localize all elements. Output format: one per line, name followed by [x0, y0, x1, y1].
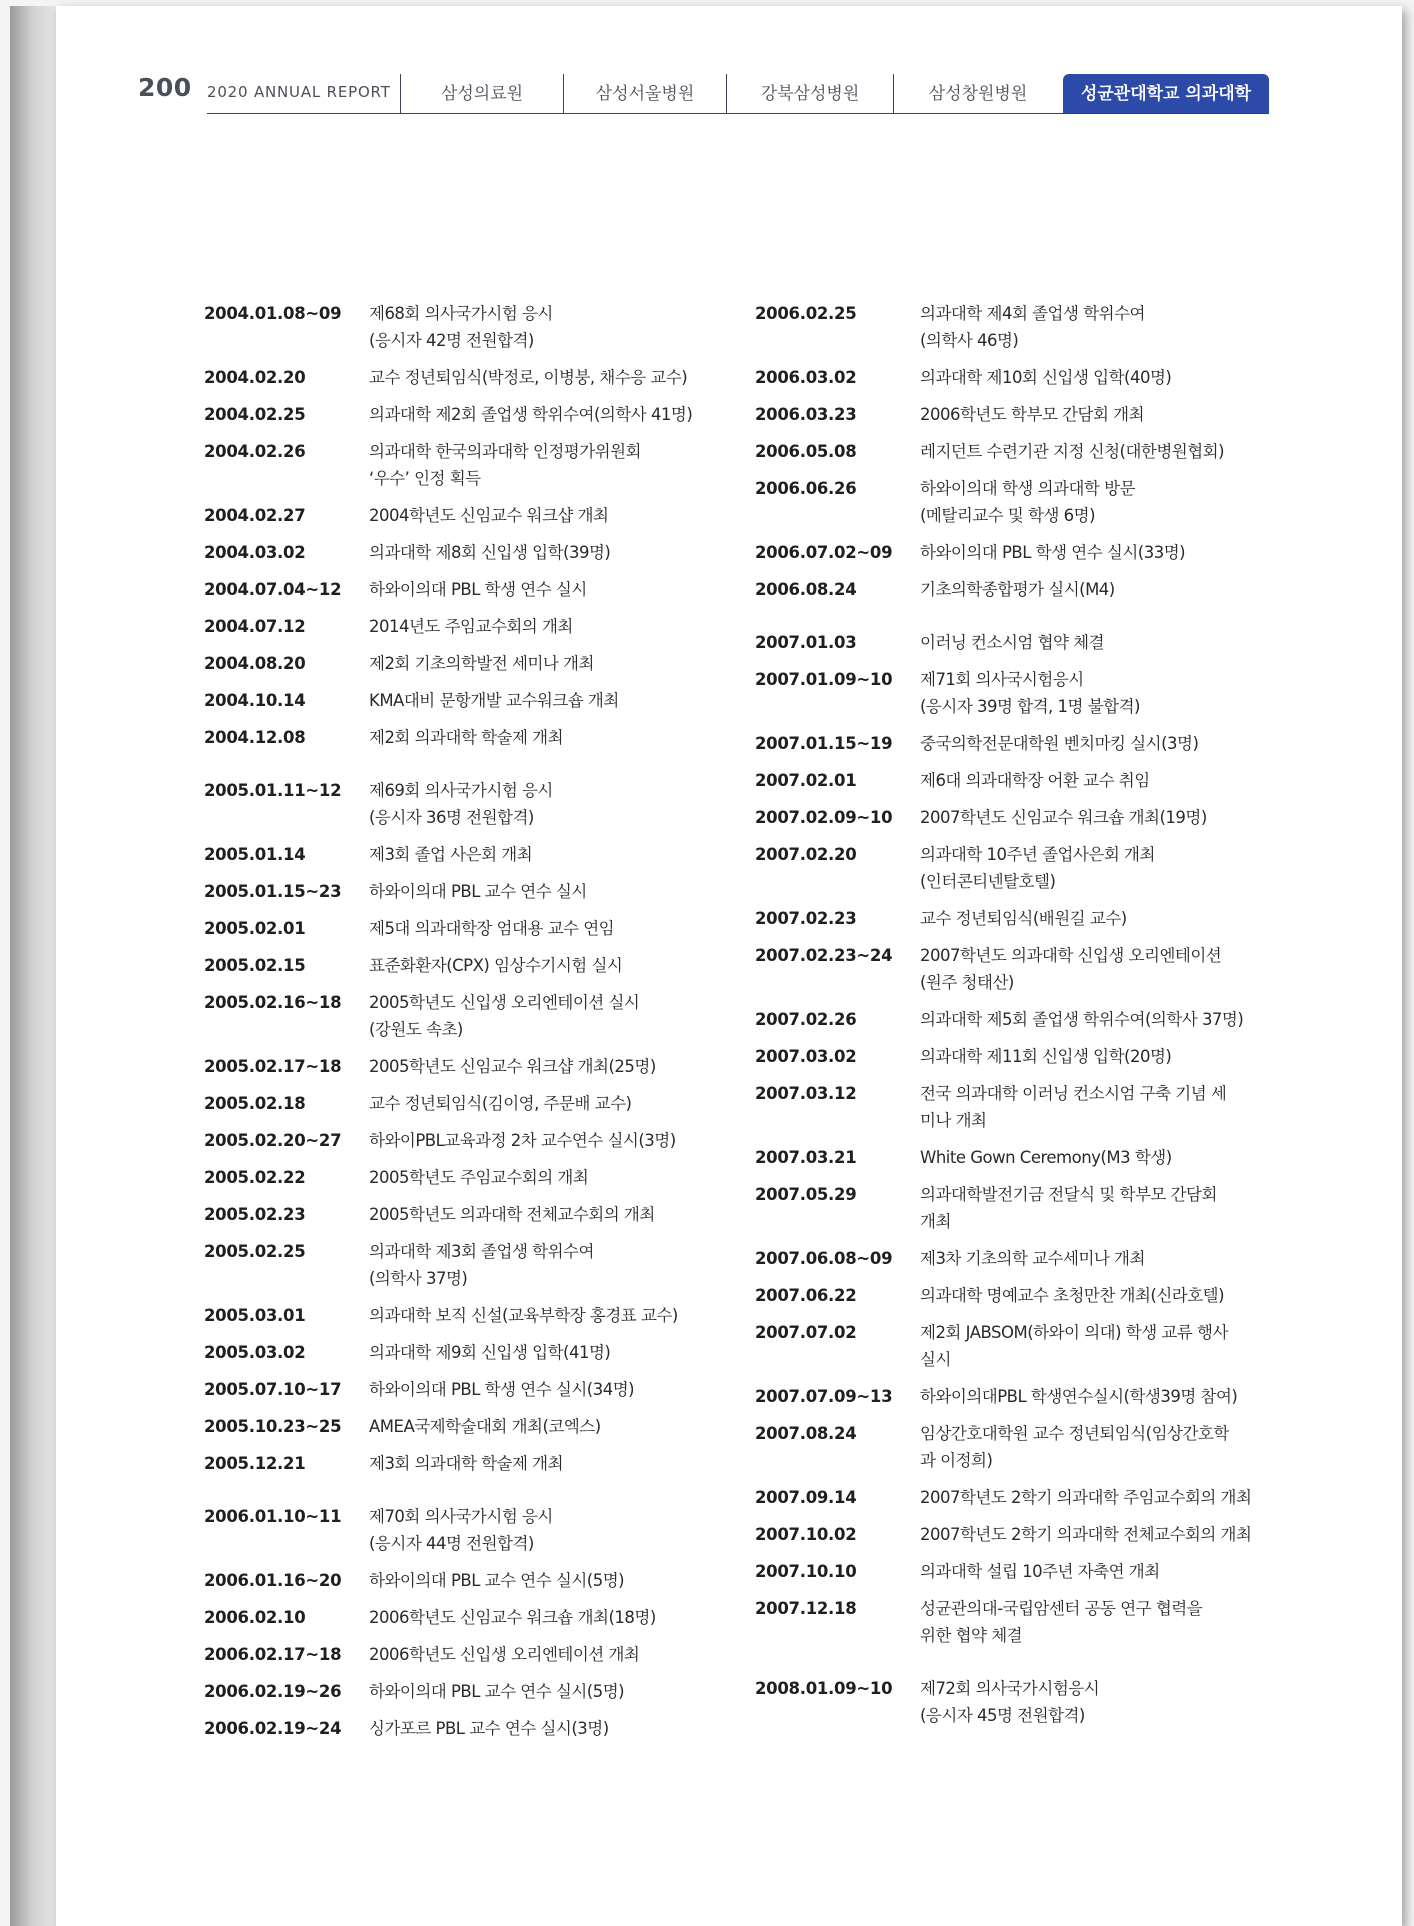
entry-date: 2004.02.27 — [204, 506, 306, 525]
entry-date: 2007.10.02 — [755, 1525, 857, 1544]
entry-date: 2004.01.08~09 — [204, 304, 342, 323]
entry-event: 2014년도 주임교수회의 개최 — [369, 617, 573, 636]
entry-date: 2004.07.12 — [204, 617, 306, 636]
entry-event: 2005학년도 주임교수회의 개최 — [369, 1168, 589, 1187]
entry-event: 2007학년도 2학기 의과대학 전체교수회의 개최 — [920, 1525, 1252, 1544]
timeline-entry — [204, 1567, 744, 1594]
entry-date: 2004.02.26 — [204, 442, 306, 461]
entry-date: 2005.02.16~18 — [204, 993, 342, 1012]
entry-event: 하와이PBL교육과정 2차 교수연수 실시(3명) — [369, 1131, 676, 1150]
timeline-entry — [755, 438, 1295, 465]
book-spine-edge — [10, 6, 58, 1926]
entry-date: 2006.03.23 — [755, 405, 857, 424]
entry-date: 2007.01.15~19 — [755, 734, 893, 753]
entry-event: 교수 정년퇴임식(박정로, 이병붕, 채수응 교수) — [369, 368, 688, 387]
entry-event: 하와이의대PBL 학생연수실시(학생39명 참여) — [920, 1387, 1238, 1406]
timeline-entry — [204, 1413, 744, 1440]
timeline-entry — [755, 401, 1295, 428]
entry-date: 2006.08.24 — [755, 580, 857, 599]
entry-date: 2005.12.21 — [204, 1454, 306, 1473]
entry-event: 제2회 기초의학발전 세미나 개최 — [369, 654, 594, 673]
timeline-entry — [204, 539, 744, 566]
entry-event: 제2회 의과대학 학술제 개최 — [369, 728, 564, 747]
entry-event: 성균관의대-국립암센터 공동 연구 협력을 위한 협약 체결 — [920, 1599, 1203, 1645]
entry-event: 2004학년도 신임교수 워크샵 개최 — [369, 506, 609, 525]
entry-event: 2005학년도 신임교수 워크샵 개최(25명) — [369, 1057, 656, 1076]
entry-event: 의과대학 제3회 졸업생 학위수여 (의학사 37명) — [369, 1242, 594, 1288]
entry-date: 2007.08.24 — [755, 1424, 857, 1443]
entry-date: 2006.01.10~11 — [204, 1507, 342, 1526]
entry-date: 2007.07.02 — [755, 1323, 857, 1342]
timeline-entry — [755, 1521, 1295, 1548]
entry-date: 2006.06.26 — [755, 479, 857, 498]
entry-date: 2005.01.15~23 — [204, 882, 342, 901]
timeline-entry — [755, 1675, 1295, 1729]
entry-event: 제2회 JABSOM(하와이 의대) 학생 교류 행사 실시 — [920, 1323, 1228, 1369]
entry-date: 2007.02.09~10 — [755, 808, 893, 827]
timeline-entry — [204, 952, 744, 979]
entry-date: 2007.02.23 — [755, 909, 857, 928]
timeline-entry — [755, 1245, 1295, 1272]
timeline-entry — [204, 613, 744, 640]
entry-event: 의과대학 제2회 졸업생 학위수여(의학사 41명) — [369, 405, 693, 424]
entry-event: 제6대 의과대학장 어환 교수 취임 — [920, 771, 1150, 790]
entry-event: 2006학년도 학부모 간담회 개최 — [920, 405, 1145, 424]
entry-date: 2006.07.02~09 — [755, 543, 893, 562]
entry-event: 2006학년도 신입생 오리엔테이션 개최 — [369, 1645, 640, 1664]
entry-event: 제3차 기초의학 교수세미나 개최 — [920, 1249, 1145, 1268]
entry-event: 의과대학 제5회 졸업생 학위수여(의학사 37명) — [920, 1010, 1244, 1029]
entry-event: 제3회 졸업 사은회 개최 — [369, 845, 533, 864]
timeline-entry — [755, 1383, 1295, 1410]
timeline-entry — [755, 905, 1295, 932]
entry-date: 2005.02.22 — [204, 1168, 306, 1187]
timeline-entry — [755, 1484, 1295, 1511]
entry-date: 2007.01.03 — [755, 633, 857, 652]
timeline-entry — [755, 1420, 1295, 1474]
timeline-entry — [204, 401, 744, 428]
timeline-entry — [755, 1282, 1295, 1309]
entry-date: 2004.10.14 — [204, 691, 306, 710]
timeline-entry — [755, 576, 1295, 603]
entry-event: 전국 의과대학 이러닝 컨소시엄 구축 기념 세 미나 개최 — [920, 1084, 1227, 1130]
timeline-entry — [204, 650, 744, 677]
entry-date: 2005.01.11~12 — [204, 781, 342, 800]
timeline-entry — [204, 687, 744, 714]
entry-event: 2007학년도 신임교수 워크숍 개최(19명) — [920, 808, 1207, 827]
timeline-entry — [204, 1678, 744, 1705]
entry-date: 2005.03.01 — [204, 1306, 306, 1325]
entry-date: 2005.02.25 — [204, 1242, 306, 1261]
timeline-entry — [204, 502, 744, 529]
entry-event: AMEA국제학술대회 개최(코엑스) — [369, 1417, 601, 1436]
entry-event: 표준화환자(CPX) 임상수기시험 실시 — [369, 956, 623, 975]
timeline-entry — [755, 1319, 1295, 1373]
entry-event: 의과대학 설립 10주년 자축연 개최 — [920, 1562, 1160, 1581]
entry-date: 2004.03.02 — [204, 543, 306, 562]
entry-date: 2004.08.20 — [204, 654, 306, 673]
entry-event: 의과대학 한국의과대학 인정평가위원회 ‘우수’ 인정 획득 — [369, 442, 641, 488]
entry-date: 2006.05.08 — [755, 442, 857, 461]
timeline-entry — [755, 1144, 1295, 1171]
timeline-entry — [204, 1201, 744, 1228]
timeline-entry — [755, 1043, 1295, 1070]
entry-event: 하와이의대 PBL 교수 연수 실시(5명) — [369, 1571, 625, 1590]
entry-event: 하와이의대 PBL 학생 연수 실시(33명) — [920, 543, 1186, 562]
entry-date: 2006.02.17~18 — [204, 1645, 342, 1664]
tab-samsung-seoul-hospital[interactable]: 삼성서울병원 — [595, 84, 695, 104]
timeline-entry — [204, 1715, 744, 1742]
entry-event: 하와이의대 학생 의과대학 방문 (메탈리교수 및 학생 6명) — [920, 479, 1135, 525]
timeline-entry — [755, 730, 1295, 757]
entry-event: 임상간호대학원 교수 정년퇴임식(임상간호학 과 이정희) — [920, 1424, 1229, 1470]
report-title: 2020 ANNUAL REPORT — [207, 83, 391, 101]
entry-event: 2005학년도 의과대학 전체교수회의 개최 — [369, 1205, 655, 1224]
entry-date: 2007.02.23~24 — [755, 946, 893, 965]
timeline-entry — [755, 300, 1295, 354]
entry-event: 제71회 의사국시험응시 (응시자 39명 합격, 1명 불합격) — [920, 670, 1140, 716]
timeline-entry — [755, 767, 1295, 794]
timeline-entry — [755, 475, 1295, 529]
timeline-entry — [204, 724, 744, 751]
entry-event: 의과대학 제10회 신입생 입학(40명) — [920, 368, 1172, 387]
timeline-entry — [204, 1376, 744, 1403]
timeline-right-column — [755, 300, 1295, 1739]
entry-date: 2008.01.09~10 — [755, 1679, 893, 1698]
page-number: 200 — [138, 73, 192, 102]
entry-date: 2007.06.22 — [755, 1286, 857, 1305]
entry-event: 2007학년도 의과대학 신입생 오리엔테이션 (원주 청태산) — [920, 946, 1222, 992]
timeline-entry — [204, 1090, 744, 1117]
entry-event: 중국의학전문대학원 벤치마킹 실시(3명) — [920, 734, 1199, 753]
entry-date: 2005.02.01 — [204, 919, 306, 938]
timeline-entry — [204, 989, 744, 1043]
entry-date: 2007.10.10 — [755, 1562, 857, 1581]
entry-date: 2006.01.16~20 — [204, 1571, 342, 1590]
entry-date: 2004.12.08 — [204, 728, 306, 747]
entry-event: 의과대학 제9회 신입생 입학(41명) — [369, 1343, 611, 1362]
entry-date: 2005.02.15 — [204, 956, 306, 975]
entry-date: 2004.07.04~12 — [204, 580, 342, 599]
entry-date: 2007.01.09~10 — [755, 670, 893, 689]
entry-event: White Gown Ceremony(M3 학생) — [920, 1148, 1172, 1167]
entry-event: 기초의학종합평가 실시(M4) — [920, 580, 1115, 599]
entry-event: 싱가포르 PBL 교수 연수 실시(3명) — [369, 1719, 609, 1738]
entry-event: 제68회 의사국가시험 응시 (응시자 42명 전원합격) — [369, 304, 553, 350]
entry-event: 교수 정년퇴임식(김이영, 주문배 교수) — [369, 1094, 632, 1113]
timeline-entry — [204, 1503, 744, 1557]
timeline-entry — [755, 629, 1295, 656]
entry-date: 2007.12.18 — [755, 1599, 857, 1618]
tab-samsung-medical-center[interactable]: 삼성의료원 — [440, 84, 524, 104]
timeline-entry — [204, 1604, 744, 1631]
timeline-entry — [204, 576, 744, 603]
entry-event: 2005학년도 신입생 오리엔테이션 실시 (강원도 속초) — [369, 993, 640, 1039]
entry-date: 2007.02.01 — [755, 771, 857, 790]
timeline-entry — [755, 364, 1295, 391]
entry-date: 2007.03.21 — [755, 1148, 857, 1167]
entry-event: 의과대학 제11회 신입생 입학(20명) — [920, 1047, 1172, 1066]
entry-event: 2006학년도 신임교수 워크숍 개최(18명) — [369, 1608, 656, 1627]
timeline-entry — [204, 878, 744, 905]
tab-skku-school-of-medicine[interactable]: 성균관대학교 의과대학 — [1063, 74, 1269, 114]
tab-kangbuk-samsung-hospital[interactable]: 강북삼성병원 — [760, 84, 860, 104]
entry-event: 하와이의대 PBL 교수 연수 실시 — [369, 882, 587, 901]
entry-event: 이러닝 컨소시엄 협약 체결 — [920, 633, 1105, 652]
timeline-entry — [204, 1127, 744, 1154]
timeline-entry — [204, 300, 744, 354]
entry-date: 2007.02.20 — [755, 845, 857, 864]
timeline-entry — [204, 364, 744, 391]
entry-date: 2005.02.18 — [204, 1094, 306, 1113]
timeline-entry — [204, 841, 744, 868]
entry-date: 2005.02.20~27 — [204, 1131, 342, 1150]
entry-date: 2005.10.23~25 — [204, 1417, 342, 1436]
entry-date: 2004.02.20 — [204, 368, 306, 387]
timeline-entry — [204, 438, 744, 492]
entry-event: 의과대학발전기금 전달식 및 학부모 간담회 개최 — [920, 1185, 1217, 1231]
entry-event: 의과대학 10주년 졸업사은회 개최 (인터콘티넨탈호텔) — [920, 845, 1155, 891]
timeline-entry — [204, 1164, 744, 1191]
entry-date: 2007.05.29 — [755, 1185, 857, 1204]
entry-date: 2005.03.02 — [204, 1343, 306, 1362]
entry-event: 레지던트 수련기관 지정 신청(대한병원협회) — [920, 442, 1225, 461]
entry-event: 의과대학 명예교수 초청만찬 개최(신라호텔) — [920, 1286, 1225, 1305]
entry-event: 제69회 의사국가시험 응시 (응시자 36명 전원합격) — [369, 781, 553, 827]
timeline-entry — [755, 539, 1295, 566]
entry-date: 2007.02.26 — [755, 1010, 857, 1029]
timeline-entry — [204, 777, 744, 831]
entry-date: 2007.06.08~09 — [755, 1249, 893, 1268]
entry-date: 2007.07.09~13 — [755, 1387, 893, 1406]
entry-date: 2007.09.14 — [755, 1488, 857, 1507]
timeline-entry — [755, 1006, 1295, 1033]
entry-date: 2005.07.10~17 — [204, 1380, 342, 1399]
header-rule — [207, 113, 1269, 114]
timeline-entry — [755, 1595, 1295, 1649]
entry-event: 의과대학 보직 신설(교육부학장 홍경표 교수) — [369, 1306, 678, 1325]
entry-event: 하와이의대 PBL 학생 연수 실시(34명) — [369, 1380, 635, 1399]
entry-event: 제72회 의사국가시험응시 (응시자 45명 전원합격) — [920, 1679, 1100, 1725]
entry-event: 하와이의대 PBL 학생 연수 실시 — [369, 580, 587, 599]
entry-date: 2006.02.25 — [755, 304, 857, 323]
entry-event: 제3회 의과대학 학술제 개최 — [369, 1454, 564, 1473]
entry-date: 2006.02.19~26 — [204, 1682, 342, 1701]
entry-event: 제70회 의사국가시험 응시 (응시자 44명 전원합격) — [369, 1507, 553, 1553]
entry-event: KMA대비 문항개발 교수워크숍 개최 — [369, 691, 619, 710]
timeline-entry — [204, 1641, 744, 1668]
timeline-entry — [755, 942, 1295, 996]
entry-event: 하와이의대 PBL 교수 연수 실시(5명) — [369, 1682, 625, 1701]
tab-samsung-changwon-hospital[interactable]: 삼성창원병원 — [928, 84, 1028, 104]
timeline-entry — [755, 841, 1295, 895]
timeline-entry — [204, 1450, 744, 1477]
entry-date: 2006.03.02 — [755, 368, 857, 387]
timeline-entry — [204, 1339, 744, 1366]
entry-event: 의과대학 제4회 졸업생 학위수여 (의학사 46명) — [920, 304, 1145, 350]
entry-date: 2004.02.25 — [204, 405, 306, 424]
timeline-left-column — [204, 300, 744, 1752]
timeline-entry — [204, 1053, 744, 1080]
entry-date: 2005.02.17~18 — [204, 1057, 342, 1076]
timeline-entry — [204, 1302, 744, 1329]
entry-event: 교수 정년퇴임식(배원길 교수) — [920, 909, 1127, 928]
timeline-entry — [204, 1238, 744, 1292]
timeline-entry — [755, 1080, 1295, 1134]
timeline-entry — [755, 804, 1295, 831]
entry-event: 제5대 의과대학장 엄대용 교수 연임 — [369, 919, 615, 938]
entry-date: 2005.01.14 — [204, 845, 306, 864]
timeline-entry — [755, 1558, 1295, 1585]
entry-date: 2006.02.19~24 — [204, 1719, 342, 1738]
entry-date: 2005.02.23 — [204, 1205, 306, 1224]
entry-date: 2006.02.10 — [204, 1608, 306, 1627]
entry-event: 의과대학 제8회 신입생 입학(39명) — [369, 543, 611, 562]
timeline-entry — [755, 666, 1295, 720]
entry-event: 2007학년도 2학기 의과대학 주임교수회의 개최 — [920, 1488, 1252, 1507]
entry-date: 2007.03.02 — [755, 1047, 857, 1066]
entry-date: 2007.03.12 — [755, 1084, 857, 1103]
timeline-entry — [755, 1181, 1295, 1235]
timeline-entry — [204, 915, 744, 942]
